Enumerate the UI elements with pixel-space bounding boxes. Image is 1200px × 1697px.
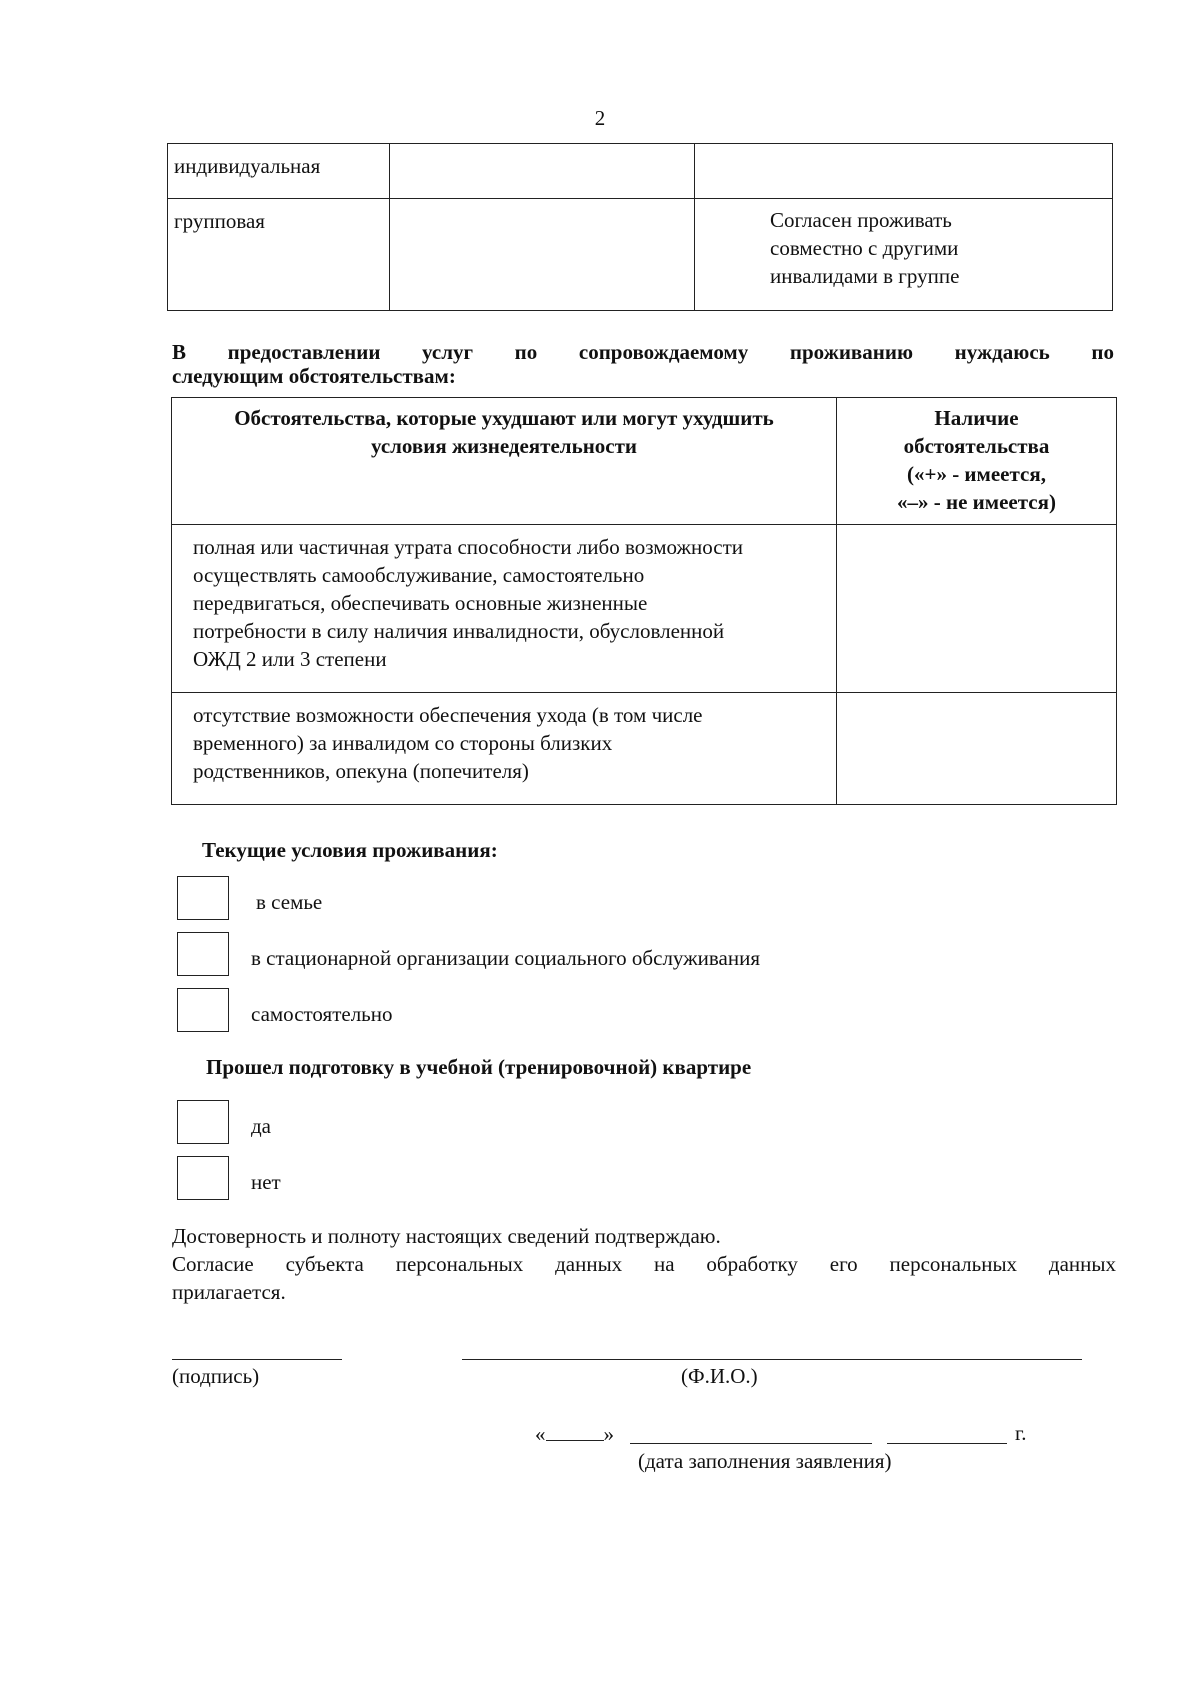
table-cell-consent: Согласен проживать совместно с другими инвалидами в группе: [695, 199, 1113, 311]
accommodation-form-table: [167, 143, 1113, 311]
circumstance-text: полная или частичная утрата способности либо возможности осуществлять самообслуживание, самостоятельно передвигаться, обеспечивать основные жизненные потребности в силу наличия инвалидности, обусловленной ОЖД 2 или 3 степени: [172, 525, 837, 693]
confirmation-text: Достоверность и полноту настоящих сведений подтверждаю. Согласие субъекта персональных данных на обработку его персональных данных прилагается.: [172, 1224, 1116, 1304]
date-day-field[interactable]: [546, 1424, 604, 1441]
date-quote-open: «: [535, 1422, 546, 1446]
header-circumstances: Обстоятельства, которые ухудшают или могут ухудшить условия жизнедеятельности: [172, 398, 837, 525]
header-presence: Наличие обстоятельства («+» - имеется, «–» - не имеется): [837, 398, 1117, 525]
year-suffix: г.: [1015, 1421, 1027, 1445]
table-row: [172, 693, 1117, 805]
table-cell-empty[interactable]: [390, 199, 695, 311]
table-cell-empty[interactable]: [695, 144, 1113, 199]
option-label: да: [251, 1114, 272, 1138]
date-year-field[interactable]: [887, 1443, 1007, 1444]
table-cell-label: индивидуальная: [168, 144, 390, 199]
table-cell-label: групповая: [168, 199, 390, 311]
circumstances-intro: В предоставлении услуг по сопровождаемому проживанию нуждаюсь по следующим обстоятельствам:: [172, 340, 1114, 388]
date-quote-close: »: [603, 1422, 614, 1446]
page-number: 2: [594, 106, 606, 130]
fio-line[interactable]: [462, 1359, 1082, 1360]
date-row: [535, 1421, 614, 1447]
circumstance-text: отсутствие возможности обеспечения ухода (в том числе временного) за инвалидом со стороны близких родственников, опекуна (попечителя): [172, 693, 837, 805]
checkbox-no[interactable]: [177, 1156, 229, 1200]
option-label: самостоятельно: [251, 1002, 393, 1026]
table-row: [168, 144, 1113, 199]
signature-line[interactable]: [172, 1359, 342, 1360]
training-heading: Прошел подготовку в учебной (тренировочной) квартире: [206, 1055, 752, 1079]
checkbox-stationary-organization[interactable]: [177, 932, 229, 976]
signature-caption: (подпись): [172, 1364, 260, 1388]
option-label: нет: [251, 1170, 281, 1194]
checkbox-yes[interactable]: [177, 1100, 229, 1144]
date-caption: (дата заполнения заявления): [638, 1449, 892, 1473]
checkbox-in-family[interactable]: [177, 876, 229, 920]
table-header-row: [172, 398, 1117, 525]
table-cell-empty[interactable]: [390, 144, 695, 199]
option-label: в стационарной организации социального обслуживания: [251, 946, 760, 970]
checkbox-independently[interactable]: [177, 988, 229, 1032]
presence-cell[interactable]: [837, 525, 1117, 693]
option-label: в семье: [256, 890, 323, 914]
table-row: [172, 525, 1117, 693]
table-row: [168, 199, 1113, 311]
living-conditions-heading: Текущие условия проживания:: [202, 838, 498, 862]
circumstances-table: [171, 397, 1117, 805]
date-month-field[interactable]: [630, 1443, 872, 1444]
presence-cell[interactable]: [837, 693, 1117, 805]
fio-caption: (Ф.И.О.): [681, 1364, 758, 1388]
